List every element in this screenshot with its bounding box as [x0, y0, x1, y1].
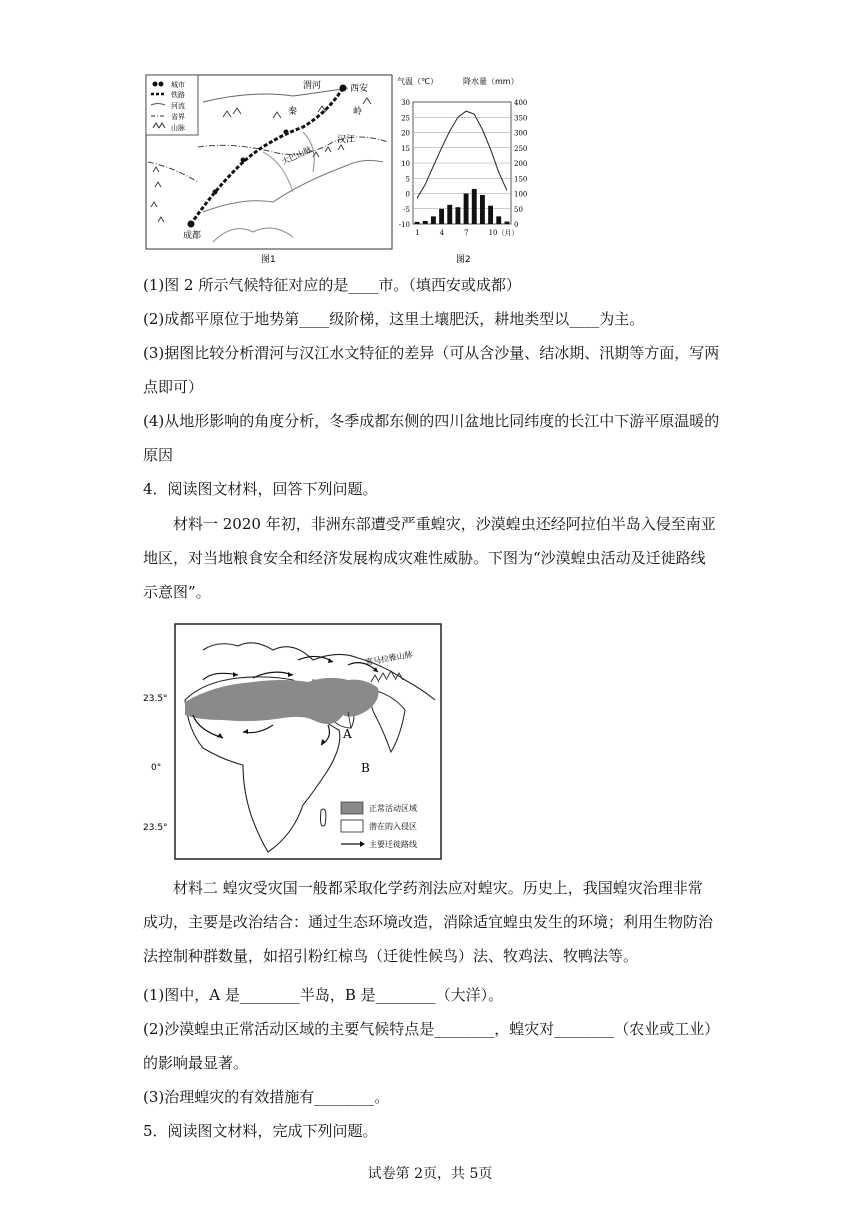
lat-label-south: 23.5° — [143, 823, 168, 833]
label-qin: 秦 — [288, 107, 298, 117]
temp-axis-label: 气温（℃） — [397, 77, 438, 86]
q4-part-2-line-2: 的影响最显著。 — [143, 1054, 249, 1072]
q5-heading: 5．阅读图文材料，完成下列问题。 — [143, 1122, 378, 1140]
temp-tick: 25 — [401, 114, 410, 123]
q3-part-2: (2)成都平原位于地势第____级阶梯，这里土壤肥沃，耕地类型以____为主。 — [143, 310, 645, 328]
lat-label-north: 23.5° — [143, 694, 168, 704]
temp-tick: 30 — [401, 99, 410, 107]
legend-potential-invasion: 潜在的入侵区 — [369, 822, 417, 831]
temp-tick: 20 — [401, 129, 410, 138]
q3-part-4-line-1: (4)从地形影响的角度分析，冬季成都东侧的四川盆地比同纬度的长江中下游平原温暖的 — [143, 412, 720, 430]
figure-1-map — [143, 72, 393, 267]
q4-material-1: 材料一 2020 年初，非洲东部遭受严重蝗灾，沙漠蝗虫还经阿拉伯半岛入侵至南亚地区，对当地粮食安全和经济发展构成灾难性威胁。下图为“沙漠蝗虫活动及迁徙路线示意图”。 — [143, 515, 716, 601]
label-hanjiang: 汉江 — [337, 135, 356, 145]
page-footer: 试卷第 2页，共 5页 — [367, 1166, 493, 1182]
temp-tick: -5 — [403, 205, 410, 214]
q4-part-2-line-1: (2)沙漠蝗虫正常活动区域的主要气候特点是________，蝗灾对________（农业或工业） — [143, 1020, 720, 1038]
precip-tick: 400 — [514, 99, 528, 107]
figure-1-caption: 图1 — [261, 255, 276, 265]
precip-bar — [472, 189, 477, 224]
precip-bar — [496, 216, 501, 224]
temp-tick: 15 — [401, 144, 410, 153]
temp-tick: -10 — [398, 221, 410, 229]
precip-bar — [488, 206, 493, 224]
label-ling: 岭 — [353, 107, 363, 117]
label-chengdu: 成都 — [183, 231, 202, 241]
month-tick: 4 — [439, 229, 445, 237]
q3-part-3-line-1: (3)据图比较分析渭河与汉江水文特征的差异（可从含沙量、结冰期、汛期等方面，写两 — [143, 344, 720, 362]
legend-city: 城市 — [171, 81, 185, 89]
label-xian: 西安 — [350, 84, 369, 94]
month-tick: 10（月） — [488, 229, 519, 237]
precip-tick: 150 — [514, 175, 528, 184]
precip-axis-label: 降水量（mm） — [463, 77, 519, 86]
legend-river: 河流 — [171, 102, 185, 110]
legend-normal-area: 正常活动区域 — [369, 804, 417, 813]
precip-bar — [431, 216, 436, 224]
label-weihe: 渭河 — [303, 81, 322, 91]
q4-part-1: (1)图中，A 是________半岛，B 是________（大洋）。 — [143, 986, 504, 1004]
precip-bar — [504, 222, 509, 224]
label-b: B — [361, 761, 370, 775]
legend-railway: 铁路 — [171, 91, 185, 99]
month-tick: 1 — [415, 229, 420, 237]
q3-part-4-line-2: 原因 — [143, 446, 174, 464]
q4-material-2: 材料二 蝗灾受灾国一般都采取化学药剂法应对蝗灾。历史上，我国蝗灾治理非常成功，主要是改治结合：通过生态环境改造，消除适宜蝗虫发生的环境；利用生物防治法控制种群数量，如招引粉红椋鸟（迁徙性候鸟）法、牧鸡法、牧鸭法等。 — [143, 879, 714, 965]
figure-2-caption: 图2 — [456, 255, 471, 265]
lat-label-equator: 0° — [151, 763, 162, 773]
q4-heading: 4．阅读图文材料，回答下列问题。 — [143, 480, 378, 498]
precip-tick: 0 — [514, 221, 519, 229]
himalaya-label: 喜马拉雅山脉 — [364, 649, 414, 668]
precip-tick: 350 — [514, 114, 528, 123]
label-a: A — [343, 727, 352, 741]
q4-part-3: (3)治理蝗灾的有效措施有________。 — [143, 1088, 390, 1106]
q3-part-3-line-2: 点即可） — [143, 378, 204, 396]
precip-tick: 250 — [514, 144, 528, 153]
legend-migration-route: 主要迁徙路线 — [369, 840, 417, 849]
temp-tick: 10 — [401, 160, 410, 168]
locust-map — [143, 620, 453, 865]
precip-bar — [439, 209, 444, 224]
q3-part-1: (1)图 2 所示气候特征对应的是____市。（填西安或成都） — [143, 276, 521, 294]
figure-2-climate-chart — [393, 72, 533, 267]
temp-tick: 5 — [405, 175, 410, 184]
precip-bar — [447, 205, 452, 224]
temp-tick: 0 — [405, 190, 410, 199]
month-tick: 7 — [464, 229, 469, 237]
label-dabashan: 大巴山脉 — [280, 144, 314, 167]
legend-province-border: 省界 — [171, 113, 185, 121]
precip-bar — [480, 195, 485, 224]
precip-bar — [455, 207, 460, 224]
precip-bar — [423, 221, 428, 224]
precip-tick: 200 — [514, 160, 528, 168]
precip-tick: 50 — [514, 205, 523, 214]
precip-bar — [464, 194, 469, 225]
precip-tick: 100 — [514, 190, 528, 199]
legend-mountain: 山脉 — [171, 124, 185, 132]
precip-tick: 300 — [514, 129, 528, 138]
precip-bar — [415, 222, 420, 224]
